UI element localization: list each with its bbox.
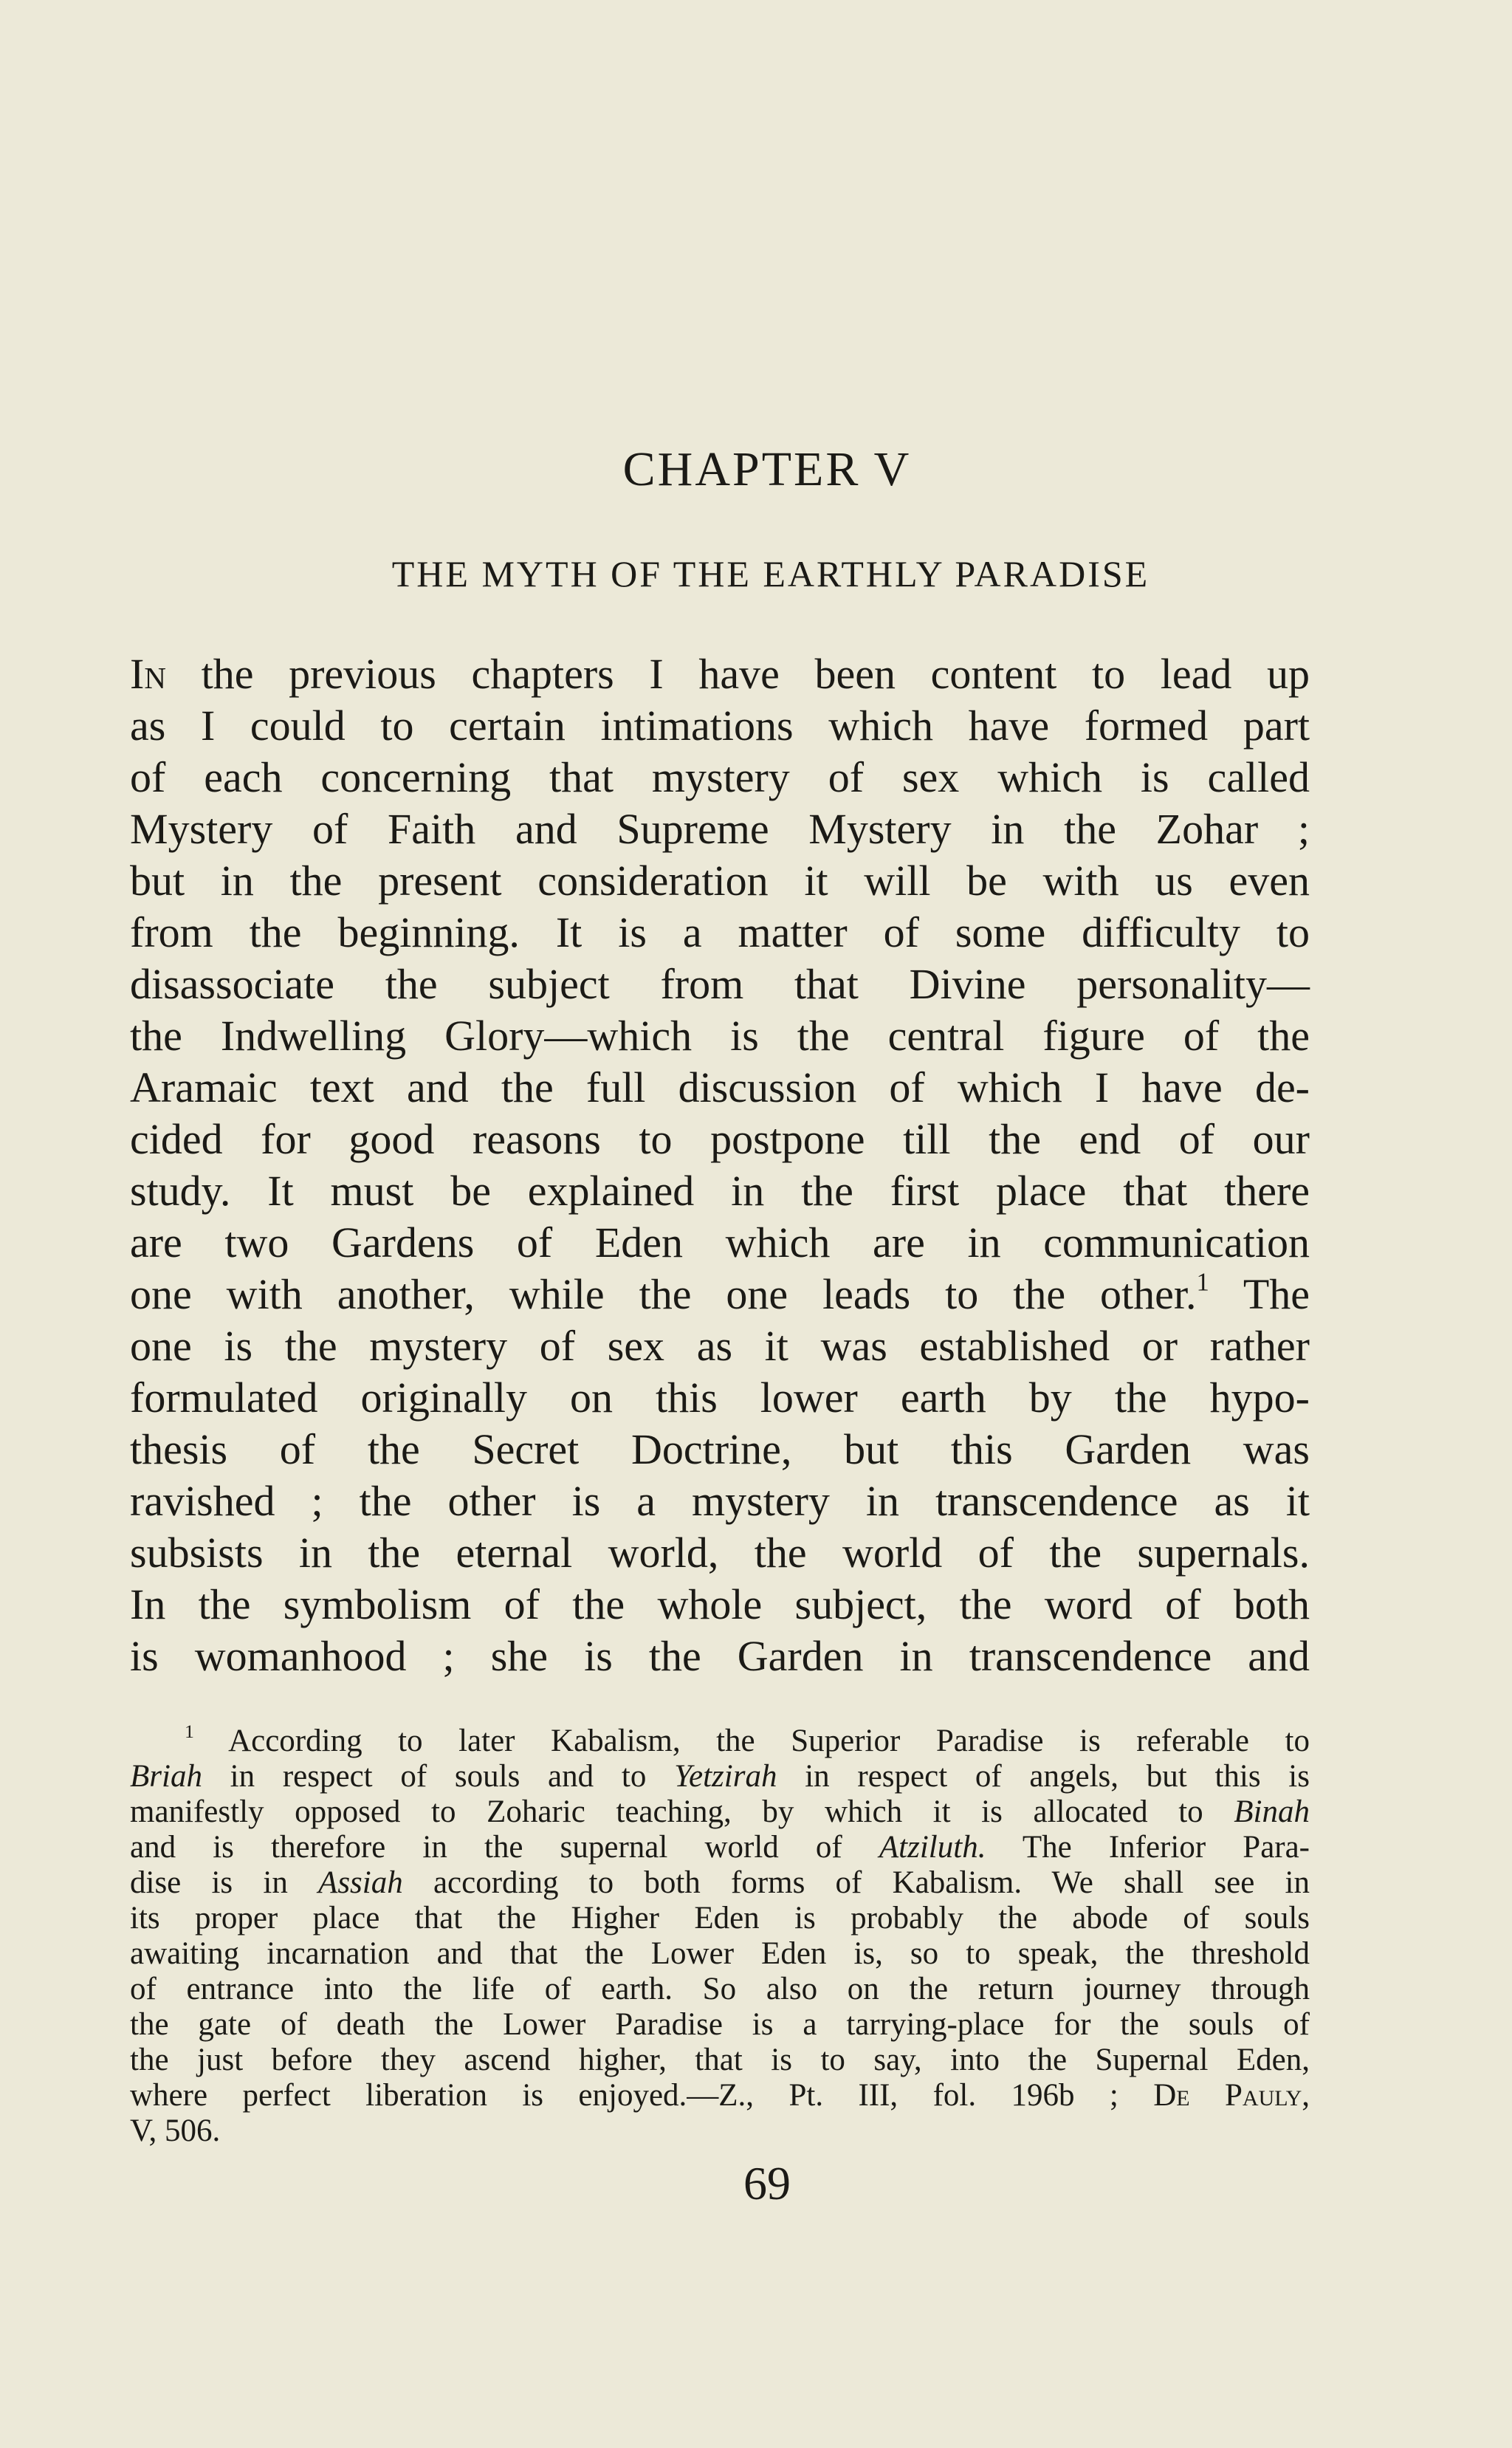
footnote-line: the gate of death the Lower Paradise is a tarrying-place for the souls of xyxy=(130,2007,1310,2042)
body-line: one is the mystery of sex as it was established or rather xyxy=(130,1322,1310,1370)
body-line: In the previous chapters I have been content to lead up xyxy=(130,650,1310,698)
body-line: from the beginning. It is a matter of some difficulty to xyxy=(130,908,1310,956)
footnote-line: its proper place that the Higher Eden is probably the abode of souls xyxy=(130,1901,1310,1936)
footnote-line: dise is in Assiah according to both forms of Kabalism. We shall see in xyxy=(130,1865,1310,1900)
body-line: disassociate the subject from that Divine personality— xyxy=(130,960,1310,1008)
footnote-line: Briah in respect of souls and to Yetzirah in respect of angels, but this is xyxy=(130,1759,1310,1794)
footnote xyxy=(130,1720,1310,2149)
body-line: but in the present consideration it will be with us even xyxy=(130,857,1310,905)
footnote-line: manifestly opposed to Zoharic teaching, by which it is allocated to Binah xyxy=(130,1794,1310,1829)
body-paragraph xyxy=(130,648,1310,1682)
body-line: cided for good reasons to postpone till the end of our xyxy=(130,1115,1310,1163)
body-line: as I could to certain intimations which have formed part xyxy=(130,702,1310,750)
body-line: of each concerning that mystery of sex which is called xyxy=(130,753,1310,801)
body-line: subsists in the eternal world, the world of the supernals. xyxy=(130,1529,1310,1577)
footnote-line: V, 506. xyxy=(130,2113,221,2148)
chapter-title: CHAPTER V xyxy=(622,442,912,496)
footnote-line: of entrance into the life of earth. So also on the return journey through xyxy=(130,1972,1310,2006)
body-line: is womanhood ; she is the Garden in transcendence and xyxy=(130,1632,1310,1680)
footnote-reference: 1 xyxy=(1196,1267,1209,1297)
body-line: the Indwelling Glory—which is the central figure of the xyxy=(130,1012,1310,1060)
body-line: are two Gardens of Eden which are in communication xyxy=(130,1218,1310,1266)
footnote-line: the just before they ascend higher, that is to say, into the Supernal Eden, xyxy=(130,2043,1310,2077)
chapter-subtitle: THE MYTH OF THE EARTHLY PARADISE xyxy=(391,553,1150,594)
body-line: study. It must be explained in the first place that there xyxy=(130,1167,1310,1215)
footnote-line: awaiting incarnation and that the Lower Eden is, so to speak, the threshold xyxy=(130,1936,1310,1971)
body-line: one with another, while the one leads to the other.$^1$ The xyxy=(130,1267,1310,1318)
page-number: 69 xyxy=(743,2157,791,2209)
body-line: thesis of the Secret Doctrine, but this Garden was xyxy=(130,1425,1310,1473)
lead-word: In xyxy=(130,650,166,698)
footnote-line: where perfect liberation is enjoyed.—Z., Pt. III, fol. 196b ; De Pauly, xyxy=(130,2078,1310,2113)
body-line: ravished ; the other is a mystery in transcendence as it xyxy=(130,1477,1310,1525)
footnote-marker: 1 xyxy=(185,1720,194,1742)
body-line: formulated originally on this lower earth by the hypo- xyxy=(130,1374,1310,1422)
body-line: Mystery of Faith and Supreme Mystery in the Zohar ; xyxy=(130,805,1310,853)
body-line: Aramaic text and the full discussion of which I have de- xyxy=(130,1063,1310,1111)
footnote-line: $^1$ According to later Kabalism, the Superior Paradise is referable to xyxy=(185,1720,1310,1758)
footnote-line: and is therefore in the supernal world of Atziluth. The Inferior Para- xyxy=(130,1830,1310,1865)
body-line: In the symbolism of the whole subject, the word of both xyxy=(130,1580,1310,1628)
